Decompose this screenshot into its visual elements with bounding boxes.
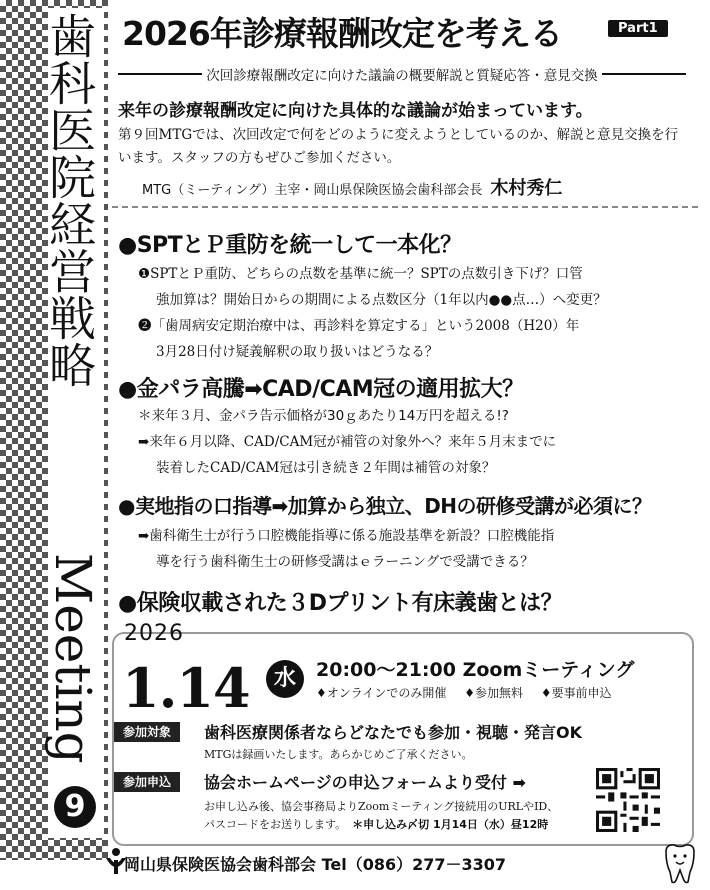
host-label: MTG（ミーティング）主宰・岡山県保険医協会歯科部会長 [142,183,483,198]
event-weekday-badge: 水 [266,660,304,698]
deadline: ＊申し込み〆切 1月14日（水）昼12時 [352,818,549,831]
vertical-title: 歯科医院経営戦略 [41,12,96,388]
event-notes [316,684,626,701]
topic-3-line-2: 導を行う歯科衛生士の研修受講はｅラーニングで受講できる？ [156,554,534,570]
event-time: 20:00～21:00 Zoomミーティング [316,659,635,681]
footer [124,852,506,875]
host-line [142,174,562,200]
intro-lead: 来年の診療報酬改定に向けた具体的な議論が始まっています。 [118,101,593,121]
target-tag: 参加対象 [114,722,180,742]
qr-code-icon[interactable] [596,768,660,832]
topic-3-line-1: ➡歯科衛生士が行う口腔機能指導に係る施設基準を新設？口腔機能指 [138,528,555,544]
note-online: ♦オンラインでのみ開催 [316,686,447,700]
apply-note-2 [204,816,548,832]
topic-title-1: ●SPTとＰ重防を統一して一本化？ [118,233,462,258]
page-title: 2026年診療報酬改定を考える [122,14,562,53]
intro-body: 第９回MTGでは、次回改定で何をどのように変えようとしているのか、解説と意見交換を行います。スタッフの方もぜひご参加ください。 [118,127,679,166]
event-date: 1.14 [122,656,250,720]
topic-1-line-4: 3月28日付け疑義解釈の取り扱いはどうなる？ [156,344,439,360]
event-year: 2026 [124,621,184,646]
meeting-number-badge: 9 [54,786,96,828]
main-content [112,0,702,890]
host-name: 木村秀仁 [490,178,563,199]
topic-title-3: ●実地指の口指導➡加算から独立、DHの研修受講が必須に？ [118,494,652,518]
meeting-wordmark: Meeting [44,553,102,764]
topic-2-line-1: ＊来年３月、金パラ告示価格が30ｇあたり14万円を超える!? [138,408,509,424]
subtitle [112,64,692,82]
apply-note-2-text: パスコードをお送りします。 [204,818,347,831]
topic-2-line-2: ➡来年６月以降、CAD/CAM冠が補管の対象外へ？来年５月末までに [138,434,557,450]
dashed-divider [112,206,698,208]
part-badge: Part1 [608,20,668,37]
topic-2-line-3: 装着したCAD/CAM冠は引き続き２年間は補管の対象？ [156,460,496,476]
subtitle-text: 次回診療報酬改定に向けた議論の概要解説と質疑応答・意見交換 [202,68,602,84]
topic-title-2: ●金パラ高騰➡CAD/CAM冠の適用拡大？ [118,377,524,402]
note-free: ♦参加無料 [464,686,523,700]
topic-1-line-1: ❶SPTとＰ重防、どちらの点数を基準に統一？SPTの点数引き下げ？口管 [138,266,583,282]
apply-link[interactable]: 協会ホームページの申込フォームより受付 ➡ [204,773,526,792]
topic-1-line-3: ❷「歯周病安定期治療中は、再診料を算定する」という2008（H20）年 [138,318,580,334]
apply-note-1: お申し込み後、協会事務局よりZoomミーティング接続用のURLやID、 [204,800,559,813]
target-text: 歯科医療関係者ならどなたでも参加・視聴・発言OK [204,723,583,742]
tooth-mascot-icon [660,842,700,886]
topic-title-4: ●保険収載された３Dプリント有床義歯とは？ [118,591,563,616]
apply-tag: 参加申込 [114,772,180,792]
footer-tel: Tel（086）277－3307 [321,855,507,874]
target-note: MTGは録画いたします。あらかじめご了承ください。 [204,748,473,761]
note-registration: ♦要事前申込 [540,686,612,700]
footer-org: 岡山県保険医協会歯科部会 [124,855,317,874]
topic-1-line-2: 強加算は？開始日からの期間による点数区分（1年以内●●点…）へ変更？ [156,292,607,308]
